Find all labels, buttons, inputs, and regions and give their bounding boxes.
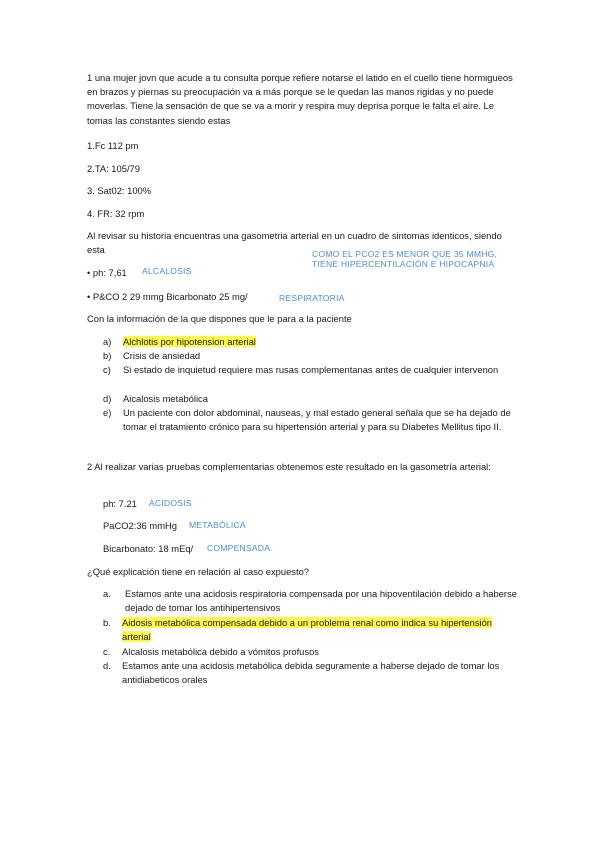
q1-constant-fc: 1.Fc 112 pm [87,140,139,151]
q1-option-c[interactable] [103,363,523,377]
q1-option-d[interactable] [103,392,523,406]
option-marker: c. [103,646,111,657]
option-marker: e) [103,407,112,418]
q1-constant-sat: 3. Sat02: 100% [87,185,152,196]
option-text: Si estado de inquietud requiere mas rusas complementanas antes de cualquier intervenon [123,364,499,375]
q1-option-a[interactable] [103,335,523,349]
q2-question: ¿Qué explicación tiene en relación al caso expuesto? [87,566,310,577]
annotation-respiratoria: RESPIRATORIA [279,293,345,303]
q1-ph-value: • ph: 7,61 [87,267,127,278]
q1-intro: 1 una mujer jovn que acude a tu consulta porque refiere notarse el latido en el cuello tiene hormigueos en brazos y piernas su preocupación va a más porque se le quedan las manos rigidas y no puede moverlas. Tiene la sensación de que se va a morir y respira muy deprisa porque le falta el aire. Le tomas las constantes siendo estas [87,72,513,126]
option-text: Alcalosis metabólica debido a vómitos profusos [122,646,319,657]
annotation-alcalosis: ALCALOSIS [142,266,192,276]
q1-pco-value: • P&CO 2 29 mmg Bicarbonato 25 mg/ [87,291,248,302]
option-text: Estamos ante una acidosis respiratoria compensada por una hipoventilación debido a haberse dejado de tomar los antihipertensivos [125,588,517,614]
option-text: Aicalosis metabólica [123,393,208,404]
annotation-pco2: COMO EL PCO2 ES MENOR QUE 35 MMHG, TIENE HIPERCENTILACIÓN E HIPOCAPNIA [312,249,498,269]
q1-constant-ta: 2.TA: 105/79 [87,163,140,174]
option-marker: a) [103,336,112,347]
annotation-acidosis: ACIDOSIS [149,498,192,508]
q1-option-b[interactable] [103,349,523,363]
option-marker: d. [103,660,111,671]
option-marker: d) [103,393,112,404]
q2-option-b[interactable] [103,616,523,644]
option-marker: c) [103,364,111,375]
q1-question: Con la información de la que dispones que le para a la paciente [87,313,352,324]
option-marker: b. [103,617,111,628]
q2-bicarbonate-value: Bicarbonato: 18 mEq/ [103,543,194,554]
q2-ph-value: ph: 7.21 [103,498,137,509]
q2-option-a[interactable] [103,587,523,615]
q2-option-d[interactable] [103,659,523,687]
option-text: Un paciente con dolor abdominal, nauseas, y mal estado general señala que se ha dejado de tomar el tratamiento crónico para su hipertensión arterial y para su Diabetes Mellitus tipo II. [123,407,511,433]
annotation-compensada: COMPENSADA [207,543,271,553]
annotation-metabolica: METABÓLICA [189,520,246,530]
option-text: Crisis de ansiedad [123,350,201,361]
option-text: Estamos ante una acidosis metabólica debida seguramente a haberse dejado de tomar los antidiabeticos orales [122,660,500,686]
q1-constant-fr: 4. FR: 32 rpm [87,208,145,219]
option-marker: b) [103,350,112,361]
q2-paco2-value: PaCO2:36 mmHg [103,520,177,531]
option-text-highlighted: Alchlotis por hipotension arterial [123,336,256,347]
q2-option-c[interactable] [103,645,523,659]
option-marker: a. [103,588,111,599]
q1-option-e[interactable] [103,406,523,434]
option-text-highlighted: Aidosis metabólica compensada debido a un problema renal como indica su hipertensión arterial [122,617,493,643]
q2-intro: 2 Al realizar varias pruebas complementarias obtenemos este resultado en la gasometría arterial: [87,461,491,472]
q1-gasometry-intro: Al revisar su historia encuentras una gasometria arterial en un cuadro de sintomas identicos, siendo esta [87,230,502,256]
